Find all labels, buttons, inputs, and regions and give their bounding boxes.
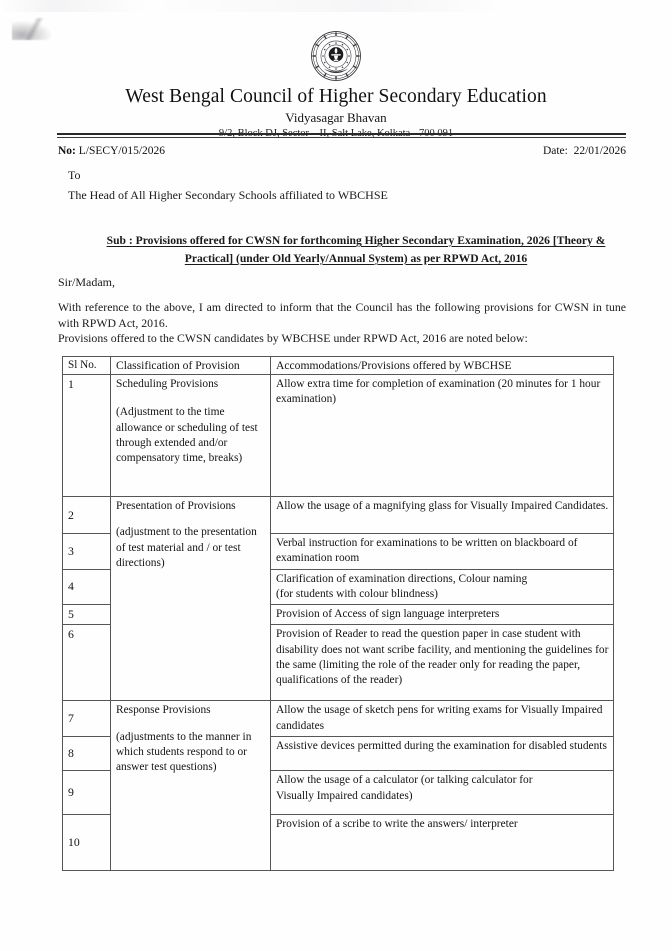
divider-thin-line (57, 137, 626, 138)
classification-description: (adjustment to the presentation of test material and / or test directions) (116, 526, 257, 569)
wbchse-seal-icon (310, 30, 362, 82)
table-row (63, 497, 614, 534)
memo-date (543, 145, 626, 157)
memo-date-label: Date: (542, 145, 568, 157)
memo-number-value: L/SECY/015/2026 (78, 145, 166, 157)
cell-sl-no: 8 (63, 737, 111, 771)
cell-sl-no: 9 (63, 771, 111, 815)
classification-description: (Adjustment to the time allowance or scheduling of test through extended and/or compensatory time, breaks) (116, 406, 258, 465)
accommodation-line-2: (for students with colour blindness) (276, 587, 438, 600)
cell-sl-no: 1 (63, 375, 111, 497)
accommodation-line-1: Clarification of examination directions, Colour naming (276, 572, 528, 585)
classification-title: Scheduling Provisions (116, 378, 219, 390)
cell-accommodation: Provision of Reader to read the question paper in case student with disability does not want scribe facility, and mentioning the guidelines for the same (limiting the role of the reader only for reading the paper, qualifications of the reader) (271, 625, 614, 701)
cell-sl-no: 3 (63, 534, 111, 570)
table-row (63, 701, 614, 737)
cell-sl-no: 10 (63, 815, 111, 871)
column-header-accommodations: Accommodations/Provisions offered by WBCHSE (271, 357, 614, 375)
table-header-row (63, 357, 614, 375)
organization-name: West Bengal Council of Higher Secondary Education (125, 86, 547, 107)
cell-accommodation: Assistive devices permitted during the examination for disabled students (271, 737, 614, 771)
subject-line-1: Sub : Provisions offered for CWSN for forthcoming Higher Secondary Examination, 2026 [Theory & (106, 234, 606, 247)
memo-date-value: 22/01/2026 (573, 145, 626, 157)
cell-sl-no: 4 (63, 569, 111, 605)
column-header-sl-no: Sl No. (63, 357, 111, 375)
body-paragraph-2: Provisions offered to the CWSN candidates by WBCHSE under RPWD Act, 2016 are noted below: (58, 331, 528, 345)
cell-sl-no: 2 (63, 497, 111, 534)
cell-accommodation: Provision of Access of sign language interpreters (271, 605, 614, 625)
cell-sl-no: 7 (63, 701, 111, 737)
cell-classification-group-response (111, 701, 271, 871)
body-paragraph-1: With reference to the above, I am directed to inform that the Council has the following provisions for CWSN in tune with RPWD Act, 2016. (58, 300, 626, 331)
cell-sl-no: 5 (63, 605, 111, 625)
classification-title: Presentation of Provisions (116, 500, 236, 512)
cell-classification-group-scheduling (111, 375, 271, 497)
organization-building: Vidyasagar Bhavan (285, 110, 387, 126)
cell-accommodation: Allow the usage of a magnifying glass for Visually Impaired Candidates. (271, 497, 614, 534)
cell-accommodation: Provision of a scribe to write the answers/ interpreter (271, 815, 614, 871)
salutation: Sir/Madam, (58, 275, 115, 289)
table-row (63, 375, 614, 497)
classification-description: (adjustments to the manner in which students respond to or answer test questions) (116, 730, 252, 774)
memo-number (58, 145, 165, 157)
to-label: To (68, 168, 81, 182)
column-header-classification: Classification of Provision (111, 357, 271, 375)
divider-thick-line (57, 133, 626, 135)
cell-accommodation: Verbal instruction for examinations to be written on blackboard of examination room (271, 534, 614, 570)
letterhead (0, 30, 672, 139)
accommodation-line-1: Allow the usage of a calculator (or talking calculator for (276, 774, 533, 787)
cell-accommodation: Allow extra time for completion of examination (20 minutes for 1 hour examination) (271, 375, 614, 497)
cell-classification-group-presentation (111, 497, 271, 701)
recipient-line: The Head of All Higher Secondary Schools affiliated to WBCHSE (68, 188, 388, 202)
scan-artifact-top (0, 0, 672, 12)
cell-accommodation (271, 569, 614, 605)
header-divider (57, 133, 626, 138)
reference-line (58, 145, 626, 157)
accommodation-line-2: Visually Impaired candidates) (276, 789, 413, 802)
subject-block (86, 232, 626, 268)
cell-accommodation (271, 771, 614, 815)
memo-number-label: No: (58, 145, 76, 157)
provisions-table (62, 356, 614, 871)
cell-accommodation: Allow the usage of sketch pens for writing exams for Visually Impaired candidates (271, 701, 614, 737)
subject-line-2: Practical] (under Old Yearly/Annual System) as per RPWD Act, 2016 (184, 251, 528, 265)
classification-title: Response Provisions (116, 704, 211, 717)
cell-sl-no: 6 (63, 625, 111, 701)
